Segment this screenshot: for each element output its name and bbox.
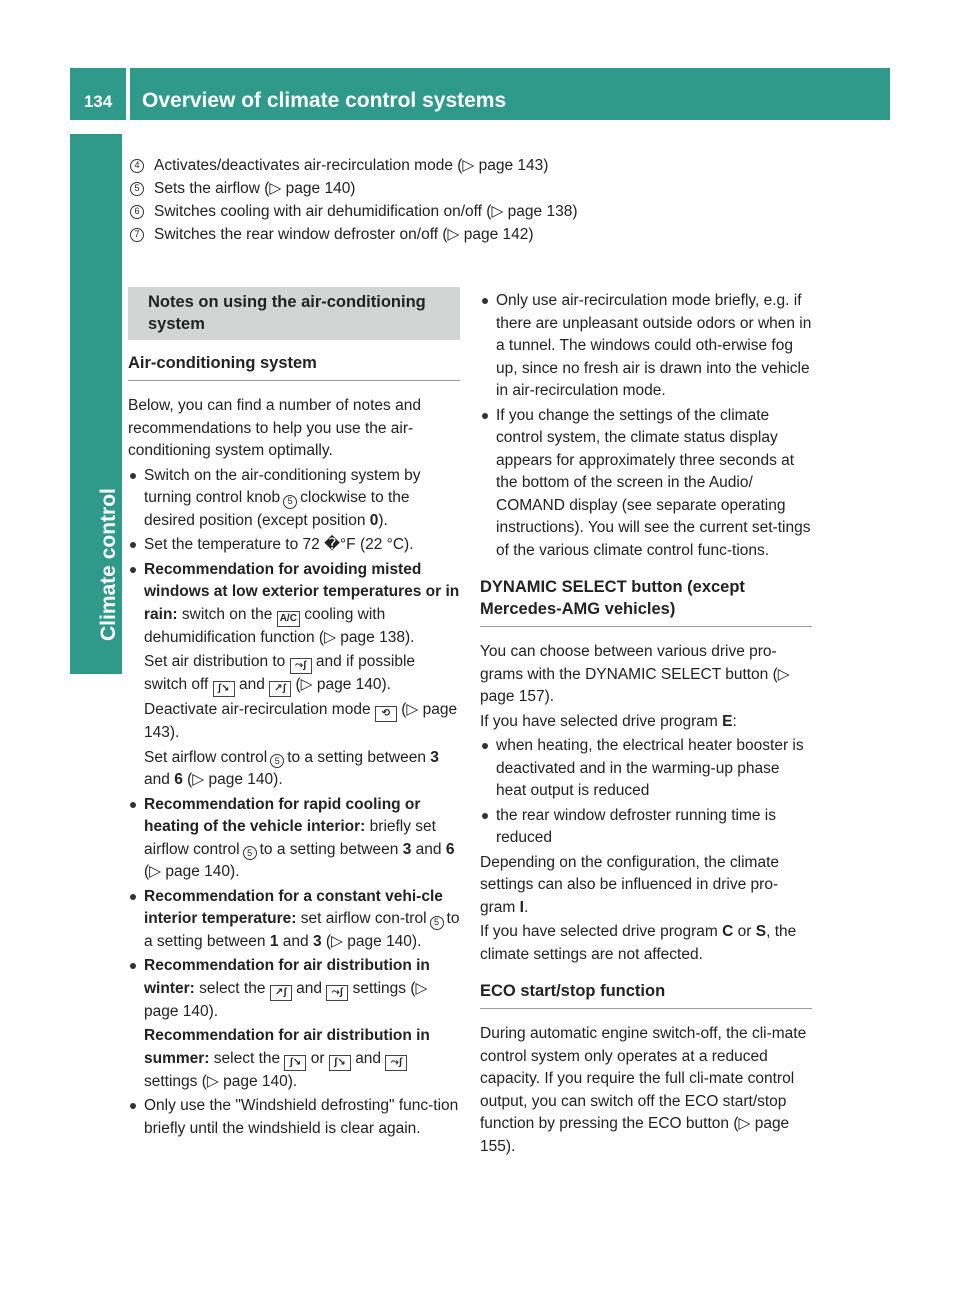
list-item bbox=[130, 154, 830, 177]
callout-number: 4 bbox=[130, 159, 144, 173]
list-item bbox=[130, 223, 830, 246]
ac-button-icon: A/C bbox=[277, 611, 300, 627]
bullet-item: Recommendation for rapid cooling or heating of the vehicle interior: briefly set airflow control 5 to a setting between 3 and 6 (▷ page 140). bbox=[128, 794, 460, 884]
bullet-item: Recommendation for air distribution in winter: select the ↗ʃ and ⤳ʃ settings (▷ page 140). bbox=[128, 955, 460, 1023]
air-recirculation-icon: ⟲ bbox=[375, 706, 397, 722]
left-column bbox=[128, 287, 460, 1142]
bullet-item: Recommendation for a constant vehi-cle interior temperature: set airflow con-trol 5 to a setting between 1 and 3 (▷ page 140). bbox=[128, 886, 460, 954]
page-header bbox=[70, 68, 890, 120]
paragraph: During automatic engine switch-off, the cli-mate control system only operates at a reduced capacity. If you require the full cli-mate control output, you can switch off the ECO start/stop function by pressing the ECO button (▷ page 155). bbox=[480, 1025, 807, 1155]
footwell-airflow-icon: ʃ↘ bbox=[213, 681, 235, 697]
bullet-item: Only use the "Windshield defrosting" func-tion briefly until the windshield is clear again. bbox=[128, 1095, 460, 1140]
chapter-side-tab bbox=[70, 134, 122, 674]
paragraph: If you have selected drive program C or S, the climate settings are not affected. bbox=[480, 923, 797, 963]
callout-number: 6 bbox=[130, 205, 144, 219]
list-item-text: Switches the rear window defroster on/off (▷ page 142) bbox=[154, 226, 534, 243]
callout-number: 5 bbox=[130, 182, 144, 196]
control-legend-list bbox=[130, 154, 830, 246]
bullet-item: when heating, the electrical heater booster is deactivated and in the warming-up phase heat output is reduced bbox=[480, 735, 812, 803]
upper-airflow-icon: ↗ʃ bbox=[269, 681, 291, 697]
bullet-item: Only use air-recirculation mode briefly, e.g. if there are unpleasant outside odors or when in a tunnel. The windows could oth-erwise fog up, since no fresh air is drawn into the vehicle in air-recirculation mode. bbox=[480, 290, 812, 403]
bullet-item: Recommendation for avoiding misted windows at low exterior temperatures or in rain: switch on the A/C cooling with dehumidification function (▷ page 138). bbox=[128, 559, 460, 650]
bullet-continuation: Recommendation for air distribution in summer: select the ʃ↘ or ʃ↘ and ⤳ʃ settings (▷ page 140). bbox=[144, 1027, 430, 1090]
section-heading-line: Notes on using the air-conditioning bbox=[148, 293, 426, 311]
intro-paragraph: Below, you can find a number of notes and recommendations to help you use the air-conditioning system optimally. bbox=[128, 397, 421, 459]
callout-number: 5 bbox=[283, 495, 297, 509]
subsection-heading: DYNAMIC SELECT button (except Mercedes-AMG vehicles) bbox=[480, 576, 812, 627]
page-title: Overview of climate control systems bbox=[142, 89, 507, 112]
list-item-text: Sets the airflow (▷ page 140) bbox=[154, 180, 356, 197]
footwell-airflow-icon: ʃ↘ bbox=[284, 1055, 306, 1071]
bullet-continuation: Set air distribution to ⤳ʃ and if possible switch off ʃ↘ and ↗ʃ (▷ page 140). bbox=[128, 651, 460, 697]
callout-number: 5 bbox=[270, 754, 284, 768]
list-item bbox=[130, 200, 830, 223]
page-number: 134 bbox=[83, 92, 113, 111]
paragraph: You can choose between various drive pro-grams with the DYNAMIC SELECT button (▷ page 157). bbox=[480, 643, 790, 705]
callout-number: 5 bbox=[243, 846, 257, 860]
section-heading-line: system bbox=[148, 315, 205, 333]
callout-number: 7 bbox=[130, 228, 144, 242]
bullet-continuation: Set airflow control 5 to a setting between 3 and 6 (▷ page 140). bbox=[144, 748, 439, 788]
bullet-item: Set the temperature to 72 �°F (22 °C). bbox=[128, 534, 460, 557]
subsection-heading: ECO start/stop function bbox=[480, 980, 812, 1009]
windshield-airflow-icon: ⤳ʃ bbox=[290, 658, 312, 674]
right-column bbox=[480, 290, 812, 1160]
list-item-text: Switches cooling with air dehumidification on/off (▷ page 138) bbox=[154, 203, 578, 220]
windshield-airflow-icon: ⤳ʃ bbox=[326, 985, 348, 1001]
paragraph: Depending on the configuration, the climate settings can also be influenced in drive pro-gram I. bbox=[480, 853, 780, 916]
chapter-label: Climate control bbox=[97, 488, 120, 641]
section-heading-box bbox=[128, 287, 460, 340]
bullet-item: the rear window defroster running time is reduced bbox=[480, 805, 812, 850]
bullet-continuation: Deactivate air-recirculation mode ⟲ (▷ page 143). bbox=[144, 701, 458, 741]
subsection-heading: Air-conditioning system bbox=[128, 352, 460, 381]
bullet-item: If you change the settings of the climate control system, the climate status display appears for approximately three seconds at the bottom of the screen in the Audio/ COMAND display (see separate operating instructions). You will see the current set-tings of the various climate control func-tions. bbox=[480, 405, 812, 563]
bullet-item: Switch on the air-conditioning system by turning control knob 5 clockwise to the desired position (except position 0). bbox=[128, 465, 460, 533]
list-item-text: Activates/deactivates air-recirculation mode (▷ page 143) bbox=[154, 157, 549, 174]
upper-airflow-icon: ↗ʃ bbox=[270, 985, 292, 1001]
header-divider bbox=[126, 68, 130, 120]
footwell-airflow-icon: ʃ↘ bbox=[329, 1055, 351, 1071]
callout-number: 5 bbox=[430, 916, 444, 930]
paragraph: If you have selected drive program E: bbox=[480, 712, 737, 730]
list-item bbox=[130, 177, 830, 200]
windshield-airflow-icon: ⤳ʃ bbox=[385, 1055, 407, 1071]
